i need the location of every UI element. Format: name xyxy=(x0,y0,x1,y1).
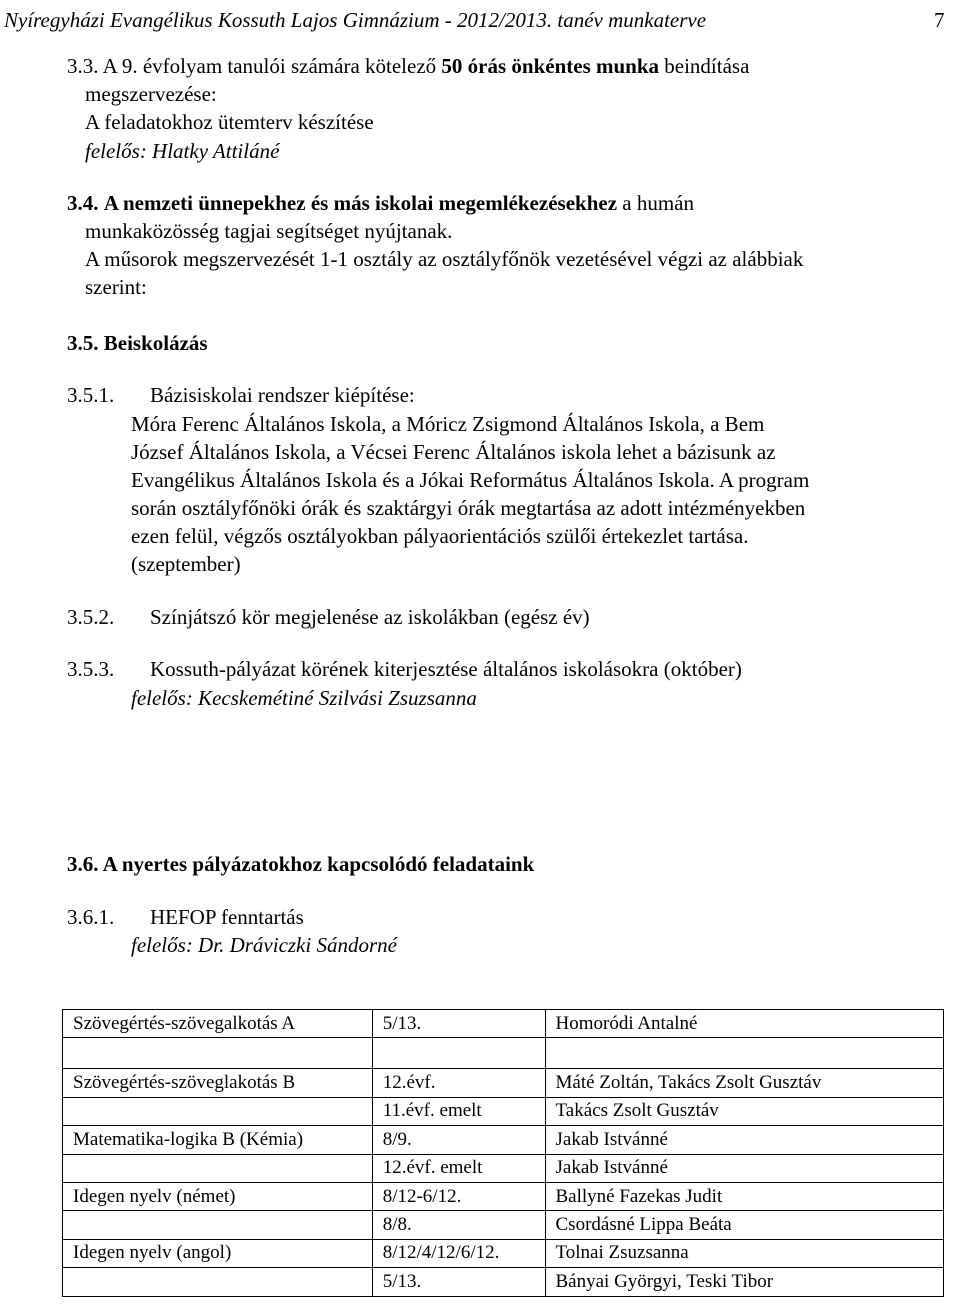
item-3-5-1-line: Móra Ferenc Általános Iskola, a Móricz Zsigmond Általános Iskola, a Bem xyxy=(131,412,765,436)
section-number: 3.3. xyxy=(67,54,99,78)
emphasis: 50 órás önkéntes munka xyxy=(441,54,660,78)
section-3-3-line3: A feladatokhoz ütemterv készítése xyxy=(85,110,374,134)
item-3-5-1-line: ezen felül, végzős osztályokban pályaorientációs szülői értekezlet tartása. xyxy=(131,524,749,548)
text: A 9. évfolyam tanulói számára kötelező xyxy=(102,54,437,78)
section-3-3-line1 xyxy=(67,52,749,80)
emphasis: A nemzeti ünnepekhez és más iskolai megemlékezésekhez xyxy=(103,191,618,215)
teacher-cell: Tolnai Zsuzsanna xyxy=(545,1239,944,1267)
table-row xyxy=(63,1126,944,1154)
page-header: Nyíregyházi Evangélikus Kossuth Lajos Gimnázium - 2012/2013. tanév munkaterve xyxy=(4,8,707,32)
subject-cell: Szövegértés-szövegalkotás A xyxy=(63,1010,373,1038)
text: beindítása xyxy=(664,54,750,78)
class-cell: 8/9. xyxy=(372,1126,545,1154)
item-3-5-1-line: Bázisiskolai rendszer kiépítése: xyxy=(150,383,415,407)
subject-cell: Idegen nyelv (angol) xyxy=(63,1239,373,1267)
table-row xyxy=(63,1154,944,1182)
teacher-cell: Csordásné Lippa Beáta xyxy=(545,1211,944,1239)
subject-cell: Matematika-logika B (Kémia) xyxy=(63,1126,373,1154)
class-cell: 8/8. xyxy=(372,1211,545,1239)
item-3-5-1-line: Evangélikus Általános Iskola és a Jókai Református Általános Iskola. A program xyxy=(131,468,810,492)
class-cell: 12.évf. emelt xyxy=(372,1154,545,1182)
item-3-5-2-number: 3.5.2. xyxy=(67,605,115,629)
class-cell: 11.évf. emelt xyxy=(372,1097,545,1125)
subject-cell xyxy=(63,1097,373,1125)
item-3-5-1-line: során osztályfőnöki órák és szaktárgyi órák megtartása az adott intézményekben xyxy=(131,496,806,520)
item-3-6-1-responsible: felelős: Dr. Dráviczki Sándorné xyxy=(131,933,397,957)
subject-cell xyxy=(63,1038,373,1069)
section-3-3-line2: megszervezése: xyxy=(85,82,217,106)
subject-cell: Szövegértés-szöveglakotás B xyxy=(63,1069,373,1097)
teacher-cell: Ballyné Fazekas Judit xyxy=(545,1182,944,1210)
table-row xyxy=(63,1182,944,1210)
item-3-5-1-line: (szeptember) xyxy=(131,552,241,576)
item-3-5-1-number: 3.5.1. xyxy=(67,383,115,407)
subject-cell xyxy=(63,1154,373,1182)
section-number: 3.4. xyxy=(67,191,99,215)
teacher-cell: Homoródi Antalné xyxy=(545,1010,944,1038)
subject-cell xyxy=(63,1268,373,1296)
teacher-cell: Jakab Istvánné xyxy=(545,1154,944,1182)
page-number: 7 xyxy=(934,8,945,32)
table-row xyxy=(63,1211,944,1239)
item-3-6-1-number: 3.6.1. xyxy=(67,905,115,929)
table-row xyxy=(63,1239,944,1267)
table-row xyxy=(63,1010,944,1038)
class-cell: 8/12-6/12. xyxy=(372,1182,545,1210)
section-3-3-responsible: felelős: Hlatky Attiláné xyxy=(85,139,280,163)
section-3-5-heading: 3.5. Beiskolázás xyxy=(67,331,208,355)
text: a humán xyxy=(622,191,694,215)
program-table xyxy=(62,1009,944,1297)
subject-cell: Idegen nyelv (német) xyxy=(63,1182,373,1210)
table-row xyxy=(63,1097,944,1125)
item-3-5-3-text: Kossuth-pályázat körének kiterjesztése általános iskolásokra (október) xyxy=(150,657,742,681)
table-row xyxy=(63,1268,944,1296)
class-cell: 12.évf. xyxy=(372,1069,545,1097)
item-3-5-1-line: József Általános Iskola, a Vécsei Ferenc Általános iskola lehet a bázisunk az xyxy=(131,440,776,464)
table-row xyxy=(63,1038,944,1069)
subject-cell xyxy=(63,1211,373,1239)
section-3-4-line4: szerint: xyxy=(85,275,147,299)
item-3-5-3-number: 3.5.3. xyxy=(67,657,115,681)
section-3-4-line2: munkaközösség tagjai segítséget nyújtanak. xyxy=(85,219,453,243)
teacher-cell: Takács Zsolt Gusztáv xyxy=(545,1097,944,1125)
teacher-cell xyxy=(545,1038,944,1069)
item-3-6-1-text: HEFOP fenntartás xyxy=(150,905,304,929)
section-3-6-heading: 3.6. A nyertes pályázatokhoz kapcsolódó feladataink xyxy=(67,852,535,876)
class-cell: 8/12/4/12/6/12. xyxy=(372,1239,545,1267)
item-3-5-2-text: Színjátszó kör megjelenése az iskolákban (egész év) xyxy=(150,605,590,629)
teacher-cell: Bányai Györgyi, Teski Tibor xyxy=(545,1268,944,1296)
section-3-4-line1 xyxy=(67,189,694,217)
class-cell: 5/13. xyxy=(372,1010,545,1038)
teacher-cell: Jakab Istvánné xyxy=(545,1126,944,1154)
class-cell: 5/13. xyxy=(372,1268,545,1296)
teacher-cell: Máté Zoltán, Takács Zsolt Gusztáv xyxy=(545,1069,944,1097)
table-row xyxy=(63,1069,944,1097)
item-3-5-3-responsible: felelős: Kecskemétiné Szilvási Zsuzsanna xyxy=(131,686,477,710)
section-3-4-line3: A műsorok megszervezését 1-1 osztály az osztályfőnök vezetésével végzi az alábbiak xyxy=(85,247,804,271)
table-body xyxy=(63,1010,944,1297)
class-cell xyxy=(372,1038,545,1069)
